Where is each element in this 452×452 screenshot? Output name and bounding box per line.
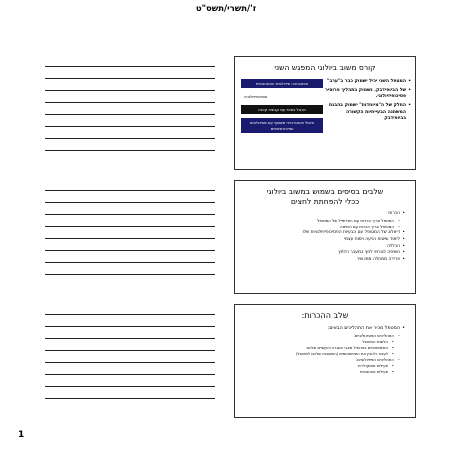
list-item: • דיאלוג של המטופל עם הבעיות הפסיכופיזיולוגיות שלו: [243, 230, 405, 237]
note-line: [45, 326, 215, 327]
note-lines-1: [45, 66, 215, 162]
note-lines-2: [45, 190, 215, 286]
note-line: [45, 262, 215, 263]
concept-box: אינטגרציה פיזיולוגית והתנהגותית: [241, 79, 323, 88]
slide-list: [243, 211, 405, 264]
note-line: [45, 78, 215, 79]
note-line: [45, 114, 215, 115]
list-item: – המטופל צריך הכרות עם השיטה: [243, 224, 405, 230]
note-line: [45, 66, 215, 67]
concept-box: טיפול אינטגרטיבי משותף עם פסיכולוגים ופזיותרפיסטים: [241, 118, 323, 132]
concept-box: פסיכופיזיולוגיה: [244, 94, 268, 100]
note-line: [45, 386, 215, 387]
note-line: [45, 398, 215, 399]
slide-title: קורס משוב ביולוגי המפגש השני: [274, 63, 376, 72]
list-item: • לעצור ולהבין את הסימפטומים (התשובות שלהם למטופל): [243, 351, 405, 357]
list-item: • פעילות מוסקולרית: [243, 363, 405, 369]
note-line: [45, 126, 215, 127]
note-line: [45, 150, 215, 151]
slide-thumbnail-1: [234, 56, 416, 170]
page-number: 1: [18, 430, 25, 440]
note-line: [45, 190, 215, 191]
slide-boxes: [241, 79, 323, 137]
bullet-item: • החלק של ה"מיוחדות" ישמוק בהבנת המשתנה הבעייתיות הקשורה בביופידבק: [325, 103, 411, 123]
list-item: • חשיפה לגורמי לחץ במעבר הלחץ: [243, 250, 405, 257]
list-item: – התהליכים הפיזיולוגיים:: [243, 357, 405, 363]
note-line: [45, 274, 215, 275]
note-lines-3: [45, 314, 215, 410]
note-line: [45, 350, 215, 351]
list-item: • הלשנת המטופל: [243, 339, 405, 345]
slide-thumbnail-2: [234, 180, 416, 294]
list-item: – התהליכים הפסיכולוגיים:: [243, 333, 405, 339]
page-header-date: ז'/תשרי/תשס"ט: [195, 4, 257, 14]
concept-box: תרגול בסיסי עם קבוצה קטנה: [241, 105, 323, 114]
note-line: [45, 238, 215, 239]
note-line: [45, 138, 215, 139]
note-line: [45, 314, 215, 315]
note-line: [45, 374, 215, 375]
list-item: • הסימפטומים בפרופיל מצבי השגרה והקשיים שלהם: [243, 345, 405, 351]
note-line: [45, 250, 215, 251]
note-line: [45, 226, 215, 227]
list-item: • המטפל מכיר את התהליכים הבאים:: [243, 325, 405, 332]
bullet-item: • של הביופידבק. נשמוק בתהליך פרוסיר פסיכופיזיולוגי.: [325, 88, 411, 101]
list-item: • הכללה: [243, 244, 405, 251]
list-item: – המטפל צריך הכרות עם הפרופיל של המטופל: [243, 218, 405, 224]
note-line: [45, 202, 215, 203]
bullet-item: • המטפל השני יכיל ישמוק כבר ב"ערב": [325, 79, 411, 86]
list-item: • הכרות: [243, 211, 405, 218]
note-line: [45, 102, 215, 103]
slide-bullets: [325, 79, 411, 125]
list-item: • לימוד שיטות רגיעה ויסות עצמי: [243, 237, 405, 244]
slide-thumbnail-3: [234, 304, 416, 418]
list-item: • פעילות אוטונומית: [243, 369, 405, 375]
slide-title: שלבים בסיסים בשמוש במשוב ביולוגי ככלי להפחתת לחצים: [266, 187, 384, 206]
note-line: [45, 338, 215, 339]
note-line: [45, 362, 215, 363]
note-line: [45, 214, 215, 215]
list-item: • פרידה ממחלה ממכשיר: [243, 257, 405, 264]
slide-list: [243, 325, 405, 374]
slide-title: שלב ההכרות:: [301, 311, 349, 320]
note-line: [45, 90, 215, 91]
